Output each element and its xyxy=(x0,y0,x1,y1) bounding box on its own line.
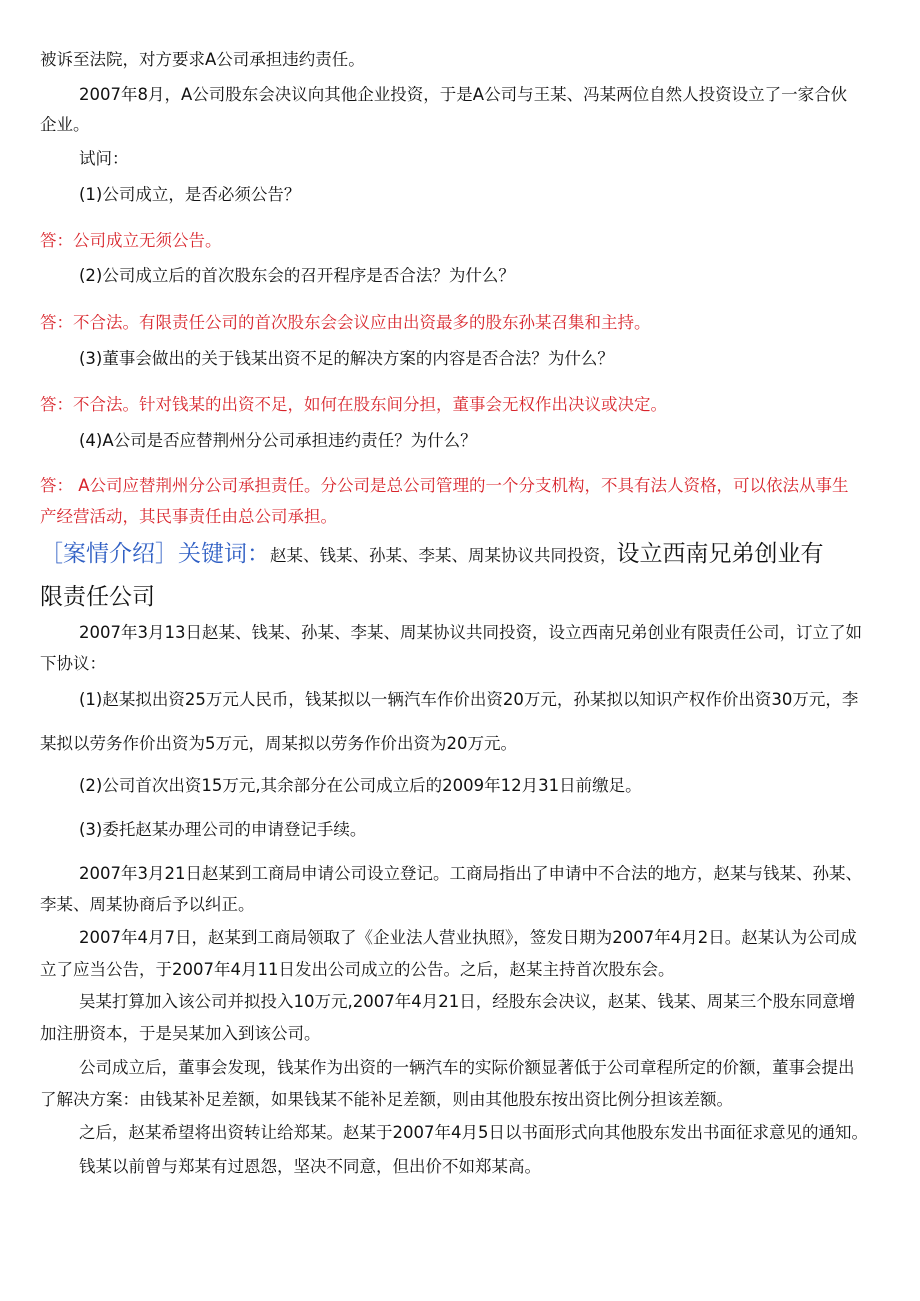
paragraph-line: (3)委托赵某办理公司的申请登记手续。 xyxy=(79,820,367,839)
paragraph-line: 之后，赵某希望将出资转让给郑某。赵某于2007年4月5日以书面形式向其他股东发出书面征求意见的通知。 xyxy=(79,1123,868,1142)
keyword-label: 关键词： xyxy=(178,541,270,567)
section-heading xyxy=(40,537,824,573)
paragraph-line: 2007年8月，A公司股东会决议向其他企业投资，于是A公司与王某、冯某两位自然人投资设立了一家合伙 xyxy=(79,85,848,104)
paragraph-line: 2007年4月7日，赵某到工商局领取了《企业法人营业执照》，签发日期为2007年4月2日。赵某认为公司成 xyxy=(79,928,857,947)
paragraph-line: 2007年3月13日赵某、钱某、孙某、李某、周某协议共同投资，设立西南兄弟创业有限责任公司，订立了如 xyxy=(79,623,862,642)
keyword-names: 赵某、钱某、孙某、李某、周某协议共同投资， xyxy=(270,546,617,565)
paragraph-line: 公司成立后，董事会发现，钱某作为出资的一辆汽车的实际价额显著低于公司章程所定的价额，董事会提出 xyxy=(79,1058,855,1077)
paragraph-line: 李某、周某协商后予以纠正。 xyxy=(40,895,255,914)
question-line: (4)A公司是否应替荆州分公司承担违约责任？为什么？ xyxy=(79,431,477,450)
paragraph-line: 钱某以前曾与郑某有过恩怨，坚决不同意，但出价不如郑某高。 xyxy=(79,1157,541,1176)
paragraph-line: 企业。 xyxy=(40,115,90,134)
question-line: (1)公司成立，是否必须公告？ xyxy=(79,185,301,204)
answer-line: 答： A公司应替荆州分公司承担责任。分公司是总公司管理的一个分支机构，不具有法人资格，可以依法从事生 xyxy=(40,476,849,495)
paragraph-line: 立了应当公告，于2007年4月11日发出公司成立的公告。之后，赵某主持首次股东会。 xyxy=(40,960,675,979)
answer-line: 产经营活动，其民事责任由总公司承担。 xyxy=(40,507,337,526)
paragraph-line: 某拟以劳务作价出资为5万元，周某拟以劳务作价出资为20万元。 xyxy=(40,734,517,753)
paragraph-line: 2007年3月21日赵某到工商局申请公司设立登记。工商局指出了申请中不合法的地方，赵某与钱某、孙某、 xyxy=(79,864,862,883)
paragraph-line: 试问： xyxy=(79,149,129,168)
heading-title-end: 限责任公司 xyxy=(40,584,155,610)
answer-line: 答：公司成立无须公告。 xyxy=(40,231,222,250)
paragraph-line: (2)公司首次出资15万元,其余部分在公司成立后的2009年12月31日前缴足。 xyxy=(79,776,642,795)
question-line: (3)董事会做出的关于钱某出资不足的解决方案的内容是否合法？为什么？ xyxy=(79,349,614,368)
question-line: (2)公司成立后的首次股东会的召开程序是否合法？为什么？ xyxy=(79,266,515,285)
paragraph-line: 被诉至法院，对方要求A公司承担违约责任。 xyxy=(40,50,365,69)
answer-line: 答：不合法。针对钱某的出资不足，如何在股东间分担，董事会无权作出决议或决定。 xyxy=(40,395,667,414)
paragraph-line: (1)赵某拟出资25万元人民币，钱某拟以一辆汽车作价出资20万元，孙某拟以知识产权作价出资30万元，李 xyxy=(79,690,859,709)
paragraph-line: 了解决方案：由钱某补足差额，如果钱某不能补足差额，则由其他股东按出资比例分担该差额。 xyxy=(40,1090,733,1109)
heading-title-start: 设立西南兄弟创业有 xyxy=(616,541,824,567)
answer-line: 答：不合法。有限责任公司的首次股东会会议应由出资最多的股东孙某召集和主持。 xyxy=(40,313,651,332)
case-intro-tag: ［案情介绍］ xyxy=(40,541,178,567)
paragraph-line: 加注册资本，于是吴某加入到该公司。 xyxy=(40,1024,321,1043)
paragraph-line: 下协议： xyxy=(40,654,106,673)
paragraph-line: 吴某打算加入该公司并拟投入10万元,2007年4月21日，经股东会决议，赵某、钱某、周某三个股东同意增 xyxy=(79,992,856,1011)
